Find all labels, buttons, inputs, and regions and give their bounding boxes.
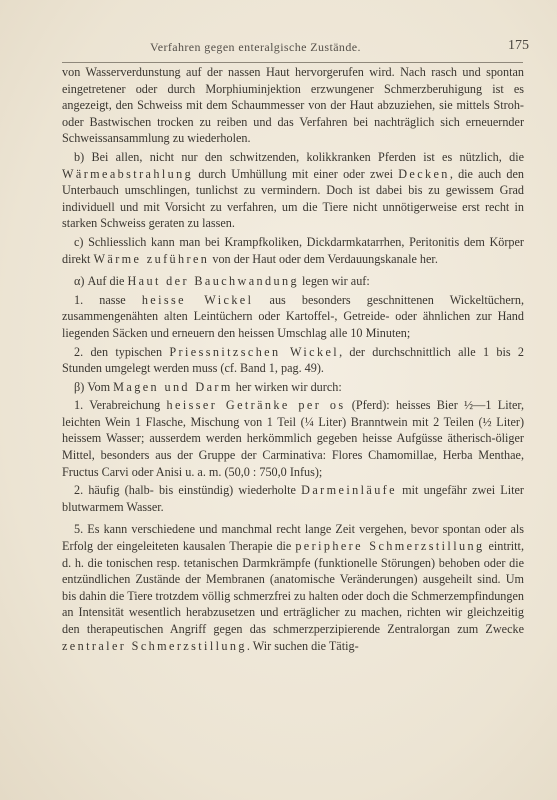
paragraph-c: c) Schliesslich kann man bei Krampfkoliken, Dickdarmkatarrhen, Peritonitis dem Körper direkt Wärme zuführen von der Haut oder dem Verdauungskanale her. (62, 234, 524, 266)
page-header (0, 40, 557, 62)
paragraph-5: 5. Es kann verschiedene und manchmal recht lange Zeit vergehen, bevor spontan oder als Erfolg der eingeleiteten kausalen Therapie die periphere Schmerzstillung eintritt, d. h. die tonischen resp. tetanischen Darmkrämpfe (funktionelle Störungen) behoben oder die entzündlichen Zustände der Membranen (anatomische Veränderungen) ausgeheilt sind. Um bis dahin die Tiere trotzdem völlig schmerzfrei zu halten oder doch die Schmerzempfindungen an Intensität wesentlich herabzusetzen und erträglicher zu machen, richten wir gleichzeitig den therapeutischen Angriff gegen das schmerzperzipierende Zentralorgan zum Zwecke zentraler Schmerzstillung. Wir suchen die Tätig- (62, 522, 524, 653)
page-number: 175 (508, 38, 529, 53)
header-rule (62, 62, 523, 63)
running-title: Verfahren gegen enteralgische Zustände. (150, 40, 361, 54)
paragraph-continuation: von Wasserverdunstung auf der nassen Haut hervorgerufen wird. Nach rasch und spontan eingetretener oder durch Morphiuminjektion erzwungener Schmerzberuhigung ist es angezeigt, den Schweiss mit dem Schaummesser von der Haut abzuziehen, sie mittels Stroh- oder Bastwischen trocken zu reiben und das Verfahren bei nachträglich sich erneuernder Schweissansammlung zu wiederholen. (62, 65, 524, 146)
list-item-darmeinlaeufe: 2. häufig (halb- bis einstündig) wiederholte Darmeinläufe mit ungefähr zwei Liter blutwarmem Wasser. (62, 483, 524, 514)
paragraph-beta: β) Vom Magen und Darm her wirken wir durch: (74, 379, 342, 394)
list-item-heisse-wickel: 1. nasse heisse Wickel aus besonders geschnittenen Wickeltüchern, zusammengenähten alten Leintüchern oder Kartoffel-, Getreide- oder ähnlichen zur Hand liegenden Säcken und erneuern den heissen Umschlag alle 10 Minuten; (62, 292, 525, 340)
page-body (62, 64, 524, 656)
list-item-getraenke: 1. Verabreichung heisser Getränke per os (Pferd): heisses Bier ½—1 Liter, leichten Wein 1 Flasche, Mischung von 1 Teil (¼ Liter) Branntwein mit 2 Teilen (½ Liter) heissem Wasser; ausserdem werden herkömmlich gegeben heisse Aufgüsse ätherisch-öliger Mittel, besonders aus der Gruppe der Carminativa: Flores Chamomillae, Herba Menthae, Fructus Carvi oder Anisi u. a. m. (50,0 : 750,0 Infus); (62, 398, 524, 479)
paragraph-alpha: α) Auf die Haut der Bauchwandung legen wir auf: (74, 274, 370, 289)
paragraph-b: b) Bei allen, nicht nur den schwitzenden, kolikkranken Pferden ist es nützlich, die Wärmeabstrahlung durch Umhüllung mit einer oder zwei Decken, die auch den Unterbauch umschlingen, tunlichst zu vermindern. Doch ist dabei bis zu gewissem Grad individuell und mit Vorsicht zu verfahren, um die Tiere nicht unnötigerweise erst recht in starken Schweiss geraten zu lassen. (62, 149, 524, 231)
list-item-priessnitz: 2. den typischen Priessnitzschen Wickel, der durchschnittlich alle 1 bis 2 Stunden umgelegt werden muss (cf. Band 1, pag. 49). (62, 344, 525, 376)
